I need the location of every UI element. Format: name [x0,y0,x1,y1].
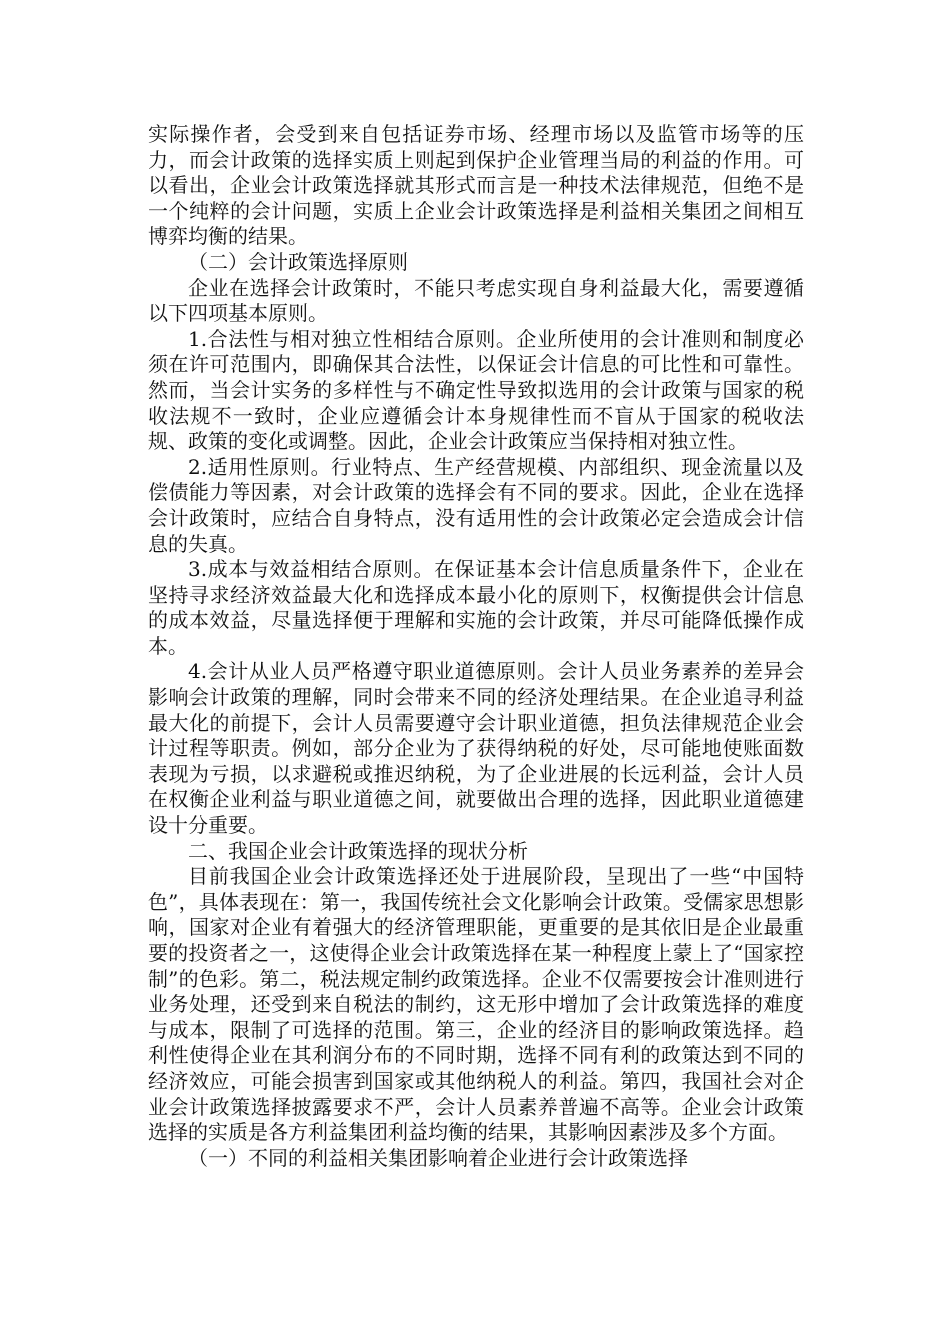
paragraph-intro-continuation: 实际操作者，会受到来自包括证券市场、经理市场以及监管市场等的压力，而会计政策的选择实质上则起到保护企业管理当局的利益的作用。可以看出，企业会计政策选择就其形式而言是一种技术法律规范，但绝不是一个纯粹的会计问题，实质上企业会计政策选择是利益相关集团之间相互博弈均衡的结果。 [148,122,804,249]
document-page [148,122,804,1171]
paragraph-principle-4: 4.会计从业人员严格遵守职业道德原则。会计人员业务素养的差异会影响会计政策的理解，同时会带来不同的经济处理结果。在企业追寻利益最大化的前提下，会计人员需要遵守会计职业道德，担负法律规范企业会计过程等职责。例如，部分企业为了获得纳税的好处，尽可能地使账面数表现为亏损，以求避税或推迟纳税，为了企业进展的长远利益，会计人员在权衡企业利益与职业道德之间，就要做出合理的选择，因此职业道德建设十分重要。 [148,659,804,838]
paragraph-principle-1: 1.合法性与相对独立性相结合原则。企业所使用的会计准则和制度必须在许可范围内，即确保其合法性，以保证会计信息的可比性和可靠性。然而，当会计实务的多样性与不确定性导致拟选用的会计政策与国家的税收法规不一致时，企业应遵循会计本身规律性而不盲从于国家的税收法规、政策的变化或调整。因此，企业会计政策应当保持相对独立性。 [148,326,804,454]
paragraph-principle-2: 2.适用性原则。行业特点、生产经营规模、内部组织、现金流量以及偿债能力等因素，对会计政策的选择会有不同的要求。因此，企业在选择会计政策时，应结合自身特点，没有适用性的会计政策必定会造成会计信息的失真。 [148,454,804,556]
paragraph-principle-3: 3.成本与效益相结合原则。在保证基本会计信息质量条件下，企业在坚持寻求经济效益最大化和选择成本最小化的原则下，权衡提供会计信息的成本效益，尽量选择便于理解和实施的会计政策，并尽可能降低操作成本。 [148,557,804,658]
section-heading-stakeholders: （一）不同的利益相关集团影响着企业进行会计政策选择 [188,1145,688,1170]
paragraph-status-analysis: 目前我国企业会计政策选择还处于进展阶段，呈现出了一些“中国特色”，具体表现在：第一，我国传统社会文化影响会计政策。受儒家思想影响，国家对企业有着强大的经济管理职能，更重要的是其依旧是企业最重要的投资者之一，这使得企业会计政策选择在某一种程度上蒙上了“国家控制”的色彩。第二，税法规定制约政策选择。企业不仅需要按会计准则进行业务处理，还受到来自税法的制约，这无形中增加了会计政策选择的难度与成本，限制了可选择的范围。第三，企业的经济目的影响政策选择。趋利性使得企业在其利润分布的不同时期，选择不同有利的政策达到不同的经济效应，可能会损害到国家或其他纳税人的利益。第四，我国社会对企业会计政策选择披露要求不严，会计人员素养普遍不高等。企业会计政策选择的实质是各方利益集团利益均衡的结果，其影响因素涉及多个方面。 [148,864,804,1145]
section-heading-principles: （二）会计政策选择原则 [188,249,408,274]
paragraph-principles-intro: 企业在选择会计政策时，不能只考虑实现自身利益最大化，需要遵循以下四项基本原则。 [148,275,804,326]
section-heading-status: 二、我国企业会计政策选择的现状分析 [188,838,528,863]
